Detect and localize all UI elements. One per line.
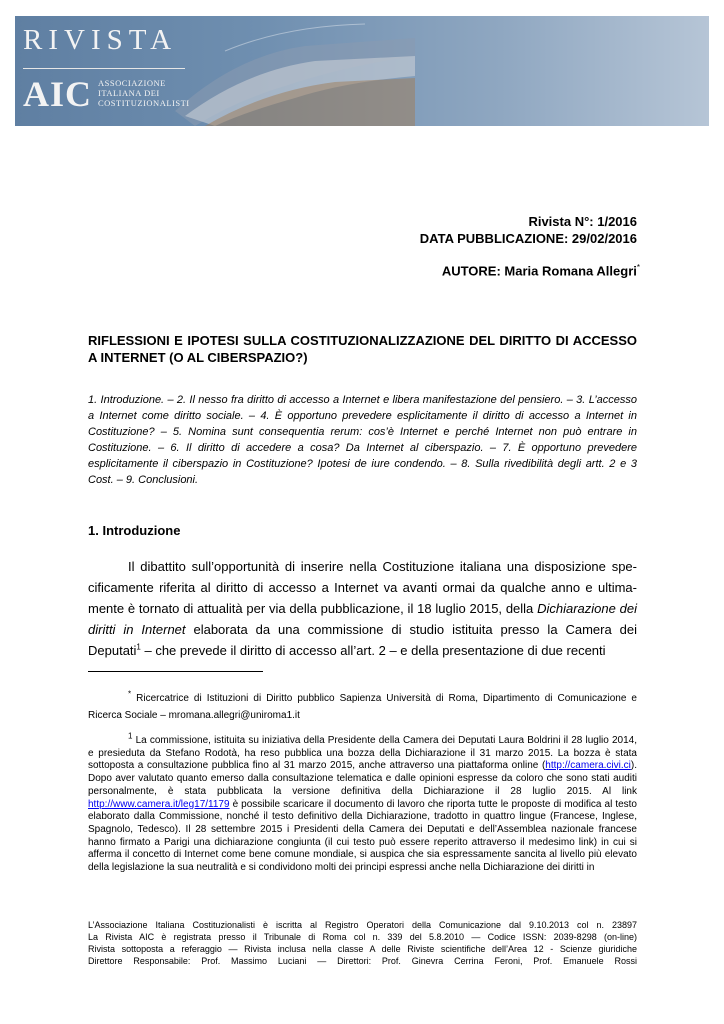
footnote-author: * Ricercatrice di Istituzioni di Diritto pubblico Sapienza Università di Roma, Dipartimento di Comunicazione e Ricerca Sociale – mromana.allegri@uniroma1.it — [88, 689, 637, 721]
link-camera-leg17[interactable]: http://www.camera.it/leg17/1179 — [88, 798, 230, 810]
footer-line: Direttore Responsabile: Prof. Massimo Luciani — Direttori: Prof. Ginevra Cerrina Feroni, Prof. Emanuele Rossi — [88, 956, 637, 966]
footnote-ref-1[interactable]: 1 — [136, 642, 141, 652]
journal-banner — [15, 16, 709, 126]
table-of-contents: 1. Introduzione. – 2. Il nesso fra diritto di accesso a Internet e libera manifestazione del pensiero. – 3. L’accesso a Internet come diritto sociale. – 4. È opportuno prevedere esplicitamente il diritto di accesso a Internet in Costituzione? – 5. Nomina sunt consequentia rerum: cos’è Internet e perché Internet non può entrare in Costituzione. – 6. Il diritto di accedere a cosa? Da Internet al ciberspazio. – 7. È opportuno prevedere esplicitamente il ciberspazio in Costituzione? Ipotesi de iure condendo. – 8. Sulla rivedibilità degli artt. 2 e 3 Cost. – 9. Conclusioni. — [88, 394, 637, 486]
banner-divider — [23, 68, 185, 69]
issue-number: Rivista N°: 1/2016 — [528, 214, 637, 229]
publication-date: DATA PUBBLICAZIONE: 29/02/2016 — [419, 231, 637, 246]
journal-title: RIVISTA — [23, 24, 178, 56]
section-heading: 1. Introduzione — [88, 523, 181, 538]
open-book-image — [165, 16, 425, 126]
footer-line: L’Associazione Italiana Costituzionalisti è iscritta al Registro Operatori della Comunicazione dal 9.10.2013 col n. 23897 — [88, 920, 637, 930]
body-paragraph: Il dibattito sull’opportunità di inserire nella Costituzione italiana una disposizione specificamente riferita al diritto di accesso a Internet va avanti ormai da qualche anno e ultimamente è tornato di attualità per via della pubblicazione, il 18 luglio 2015, della Dichiarazione dei diritti in Internet elaborata da una commissione di studio istituita presso la Camera dei Deputati$^1$ – che prevede il diritto di accesso all’art. 2 – e della presentazione di due recenti — [88, 559, 638, 658]
footer-line: Rivista sottoposta a referaggio — Rivista inclusa nella classe A delle Riviste scientifiche dell’Area 12 - Scienze giuridiche — [88, 944, 637, 954]
footnote-separator — [88, 671, 263, 672]
footnote-1: $^1$ La commissione, istituita su iniziativa della Presidente della Camera dei Deputati Laura Boldrini il 28 luglio 2014, e presieduta da Stefano Rodotà, ha reso pubblica una bozza della Dichiarazione il 31 marzo 2015. La bozza è stata sottoposta a consultazione pubblica fino al 31 marzo 2015, anche attraverso una piattaforma online (http://camera.civi.ci). Dopo aver valutato quanto emerso dalla consultazione telematica e dalle opinioni espresse da coloro che sono stati auditi personalmente, è stata pubblicata la versione definitiva della Dichiarazione il 28 luglio 2015. Al link http://www.camera.it/leg17/1179 è possibile scaricare il documento di lavoro che riporta tutte le proposte di modifica al testo elaborato dalla Commissione, nonché il testo definitivo della Dichiarazione, tradotto in quattro lingue (Francese, Inglese, Spagnolo, Tedesco). Il 28 settembre 2015 i Presidenti della Camera dei Deputati e dell’Assemblea nazionale francese hanno firmato a Parigi una dichiarazione congiunta (il cui testo può essere reperito attraverso il medesimo link) in cui si afferma il concetto di Internet come bene comune mondiale, si auspica che sia espressamente sancita al livello più elevato della legislazione la sua neutralità e si condividono molti dei principi espressi anche nella Dichiarazione dei diritti in — [88, 731, 637, 874]
link-camera-civi[interactable]: http://camera.civi.ci — [545, 760, 631, 772]
article-title: RIFLESSIONI E IPOTESI SULLA COSTITUZIONALIZZAZIONE DEL DIRITTO DI ACCESSO A INTERNET (O AL CIBERSPAZIO?) — [88, 333, 637, 365]
footer-line: La Rivista AIC è registrata presso il Tribunale di Roma col n. 339 del 5.8.2010 — Codice ISSN: 2039-8298 (on-line) — [88, 932, 637, 942]
author-line: AUTORE: Maria Romana Allegri* — [441, 263, 640, 279]
page-footer — [88, 919, 637, 967]
journal-logo-subtitle: ASSOCIAZIONE ITALIANA DEI COSTITUZIONALISTI — [98, 78, 190, 108]
journal-logo-abbr: AIC — [23, 74, 93, 114]
